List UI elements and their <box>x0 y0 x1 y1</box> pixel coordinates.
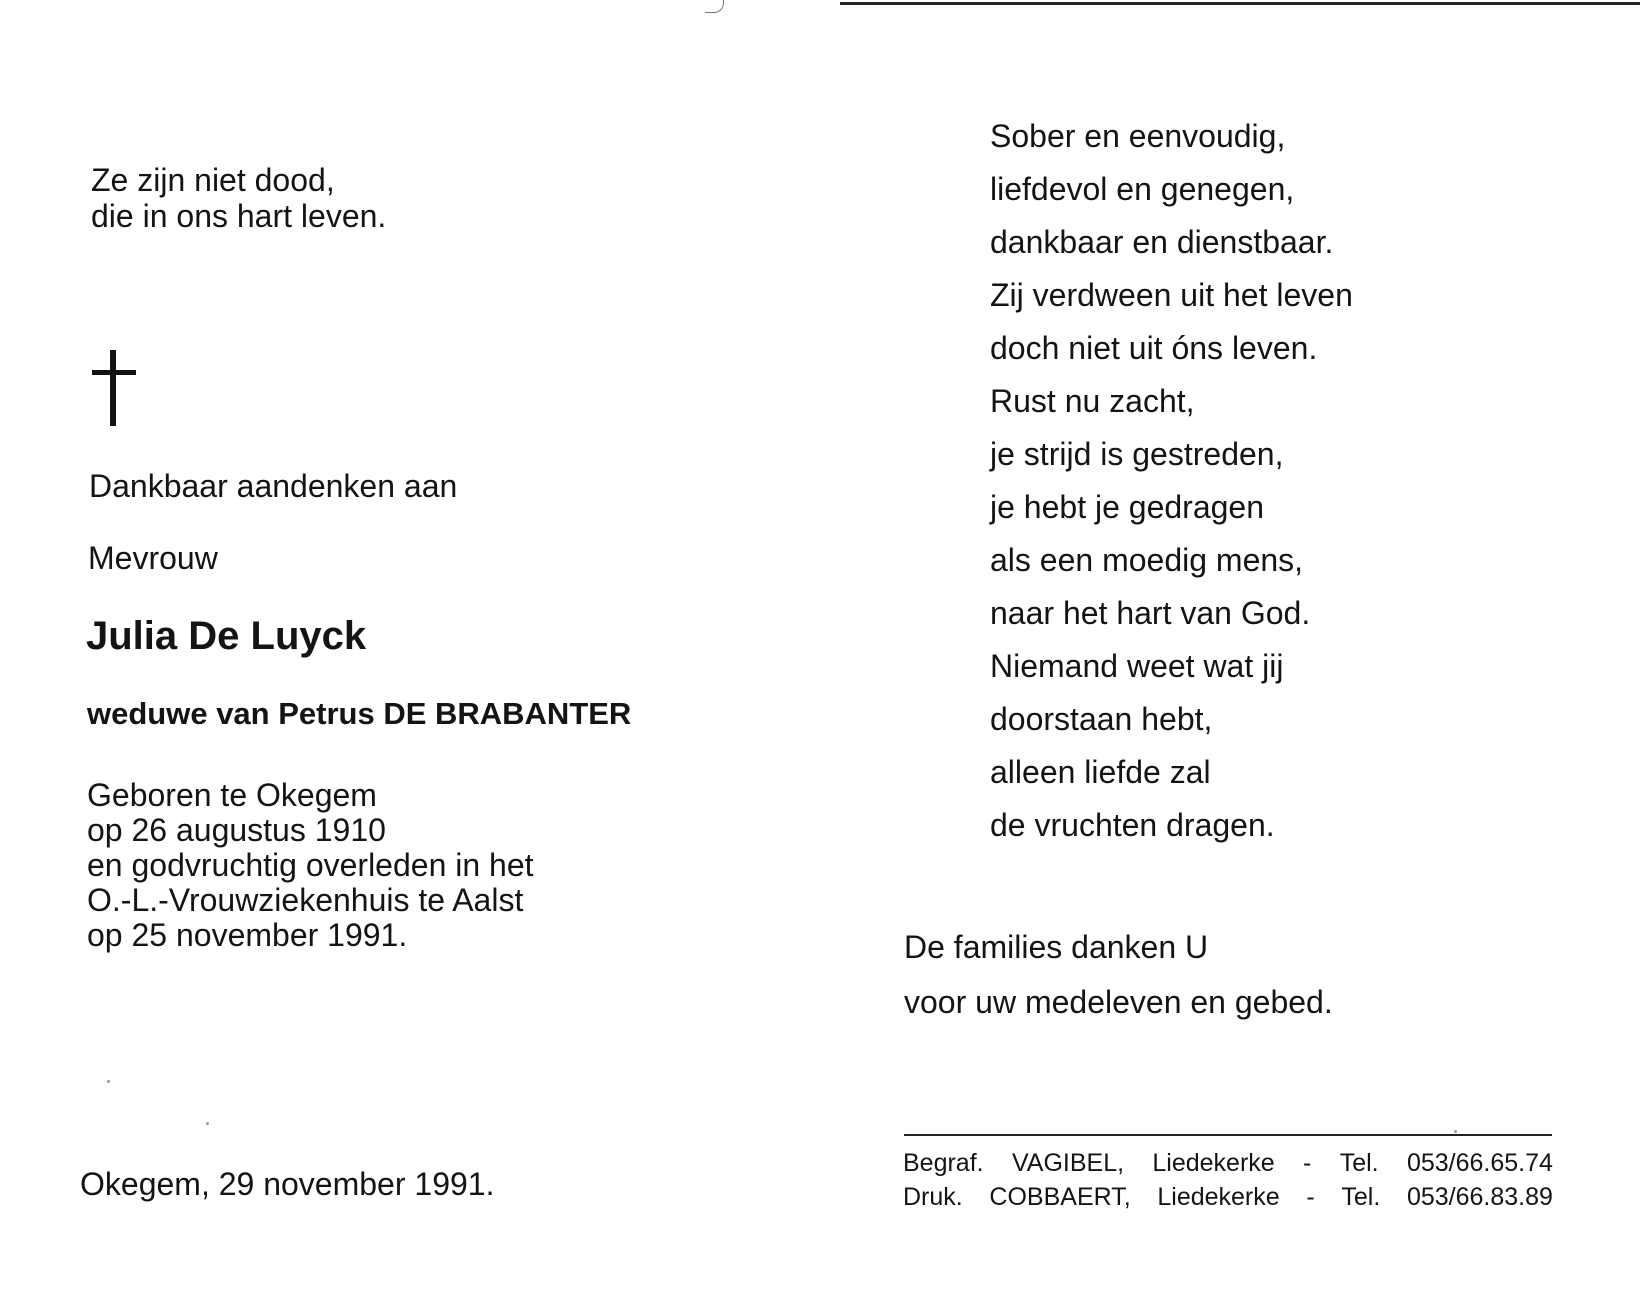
motto-line: Ze zijn niet dood, <box>91 162 335 198</box>
poem-line: de vruchten dragen. <box>990 807 1275 843</box>
bio-line: Geboren te Okegem <box>87 777 377 813</box>
bio-line: op 25 november 1991. <box>87 917 408 953</box>
poem <box>990 110 1353 852</box>
deceased-name: Julia De Luyck <box>86 614 367 658</box>
credit-town: Liedekerke <box>1152 1149 1275 1177</box>
poem-line: naar het hart van God. <box>990 595 1311 631</box>
top-edge-rule <box>840 2 1640 5</box>
credit-funeral <box>903 1146 1553 1180</box>
poem-line: doorstaan hebt, <box>990 701 1213 737</box>
thanks-line: voor uw medeleven en gebed. <box>904 984 1333 1020</box>
biography <box>87 778 534 953</box>
credit-town: Liedekerke <box>1157 1183 1280 1211</box>
poem-line: je strijd is gestreden, <box>990 436 1284 472</box>
intro-text: Dankbaar aandenken aan <box>89 468 458 504</box>
thanks-line: De families danken U <box>904 929 1209 965</box>
credit-role: Begraf. <box>903 1149 984 1177</box>
poem-line: als een moedig mens, <box>990 542 1304 578</box>
bio-line: op 26 augustus 1910 <box>87 812 386 848</box>
family-thanks <box>904 920 1333 1030</box>
honorific: Mevrouw <box>88 540 218 576</box>
poem-line: dankbaar en dienstbaar. <box>990 224 1334 260</box>
credit-company: VAGIBEL, <box>1011 1149 1125 1177</box>
place-and-date: Okegem, 29 november 1991. <box>80 1166 495 1202</box>
cross-icon <box>92 350 136 426</box>
poem-line: Rust nu zacht, <box>990 383 1195 419</box>
poem-line: doch niet uit óns leven. <box>990 330 1318 366</box>
bio-line: O.-L.-Vrouwziekenhuis te Aalst <box>87 882 524 918</box>
poem-line: Zij verdween uit het leven <box>990 277 1353 313</box>
credit-separator: - <box>1306 1183 1315 1211</box>
corner-fold-mark <box>705 0 724 13</box>
credit-phone: 053/66.65.74 <box>1406 1149 1553 1177</box>
scan-speck <box>107 1080 110 1083</box>
motto-line: die in ons hart leven. <box>91 198 387 234</box>
poem-line: liefdevol en genegen, <box>990 171 1295 207</box>
credit-role: Druk. <box>903 1183 963 1211</box>
credits-divider <box>904 1134 1552 1136</box>
poem-line: Niemand weet wat jij <box>990 648 1284 684</box>
motto <box>91 162 386 234</box>
poem-line: je hebt je gedragen <box>990 489 1264 525</box>
poem-line: Sober en eenvoudig, <box>990 118 1286 154</box>
credits <box>903 1146 1553 1214</box>
spouse-line: weduwe van Petrus DE BRABANTER <box>87 696 632 731</box>
credit-separator: - <box>1303 1149 1312 1177</box>
scan-speck <box>1454 1130 1457 1133</box>
scan-speck <box>206 1122 209 1125</box>
credit-printer <box>903 1180 1553 1214</box>
bio-line: en godvruchtig overleden in het <box>87 847 534 883</box>
poem-line: alleen liefde zal <box>990 754 1211 790</box>
credit-phone: 053/66.83.89 <box>1406 1183 1553 1211</box>
credit-tel-label: Tel. <box>1339 1149 1379 1177</box>
credit-tel-label: Tel. <box>1341 1183 1381 1211</box>
credit-company: COBBAERT, <box>989 1183 1131 1211</box>
